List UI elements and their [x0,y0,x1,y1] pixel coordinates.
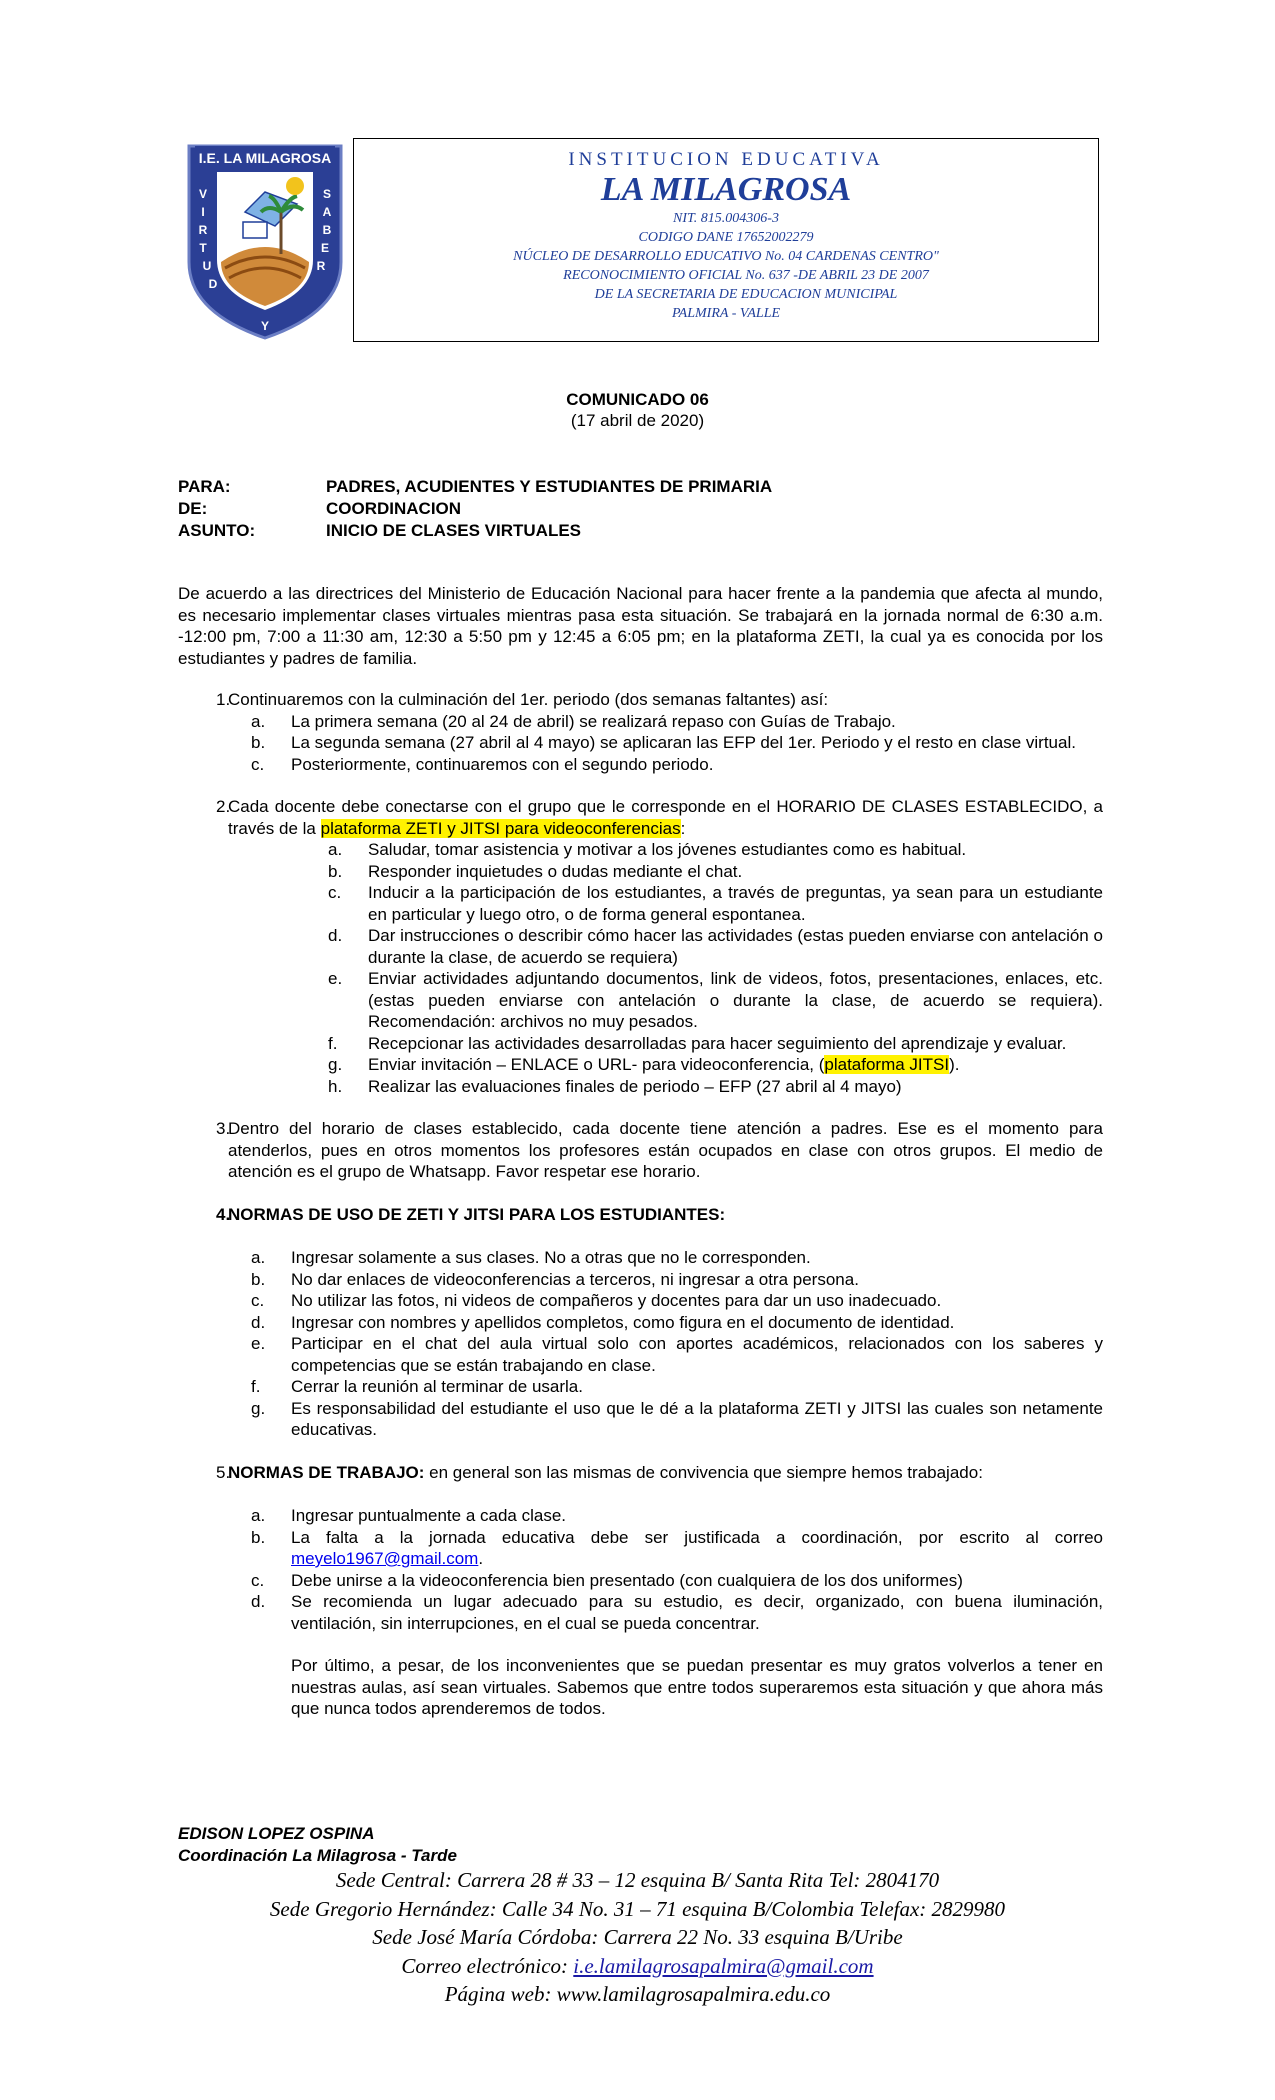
list-item-2 [178,796,1103,1097]
item-number: 1. [216,690,231,709]
signer-name: EDISON LOPEZ OSPINA [178,1824,375,1843]
sub-text: No dar enlaces de videoconferencias a terceros, ni ingresar a otra persona. [291,1269,859,1289]
header-dane-code: CODIGO DANE 17652002279 [638,230,814,245]
sub-letter: f. [251,1377,261,1396]
item-text-part: Cada docente debe conectarse con el grupo que le corresponde en el HORARIO DE CLASES ESTABLECIDO, a través de la [228,797,1103,838]
sub-letter: b. [328,861,343,881]
sub-text: Posteriormente, continuaremos con el segundo periodo. [291,754,714,774]
footer-website: Página web: www.lamilagrosapalmira.edu.co [444,1982,831,2006]
footer-sede-central: Sede Central: Carrera 28 # 33 – 12 esquina B/ Santa Rita Tel: 2804170 [335,1868,940,1892]
sub-text: Responder inquietudes o dudas mediante el chat. [368,861,743,881]
sub-letter: e. [328,969,343,988]
sub-letter: b. [251,733,266,752]
school-shield-logo [185,142,345,342]
sub-letter: d. [328,926,343,945]
sub-letter: d. [251,1592,266,1611]
item-text [228,796,1103,839]
item-text: Dentro del horario de clases establecido, cada docente tiene atención a padres. Ese es el momento para atenderlos, pues en otros momentos los profesores están ocupados en clase con otros grupos. El medio de atención es el grupo de Whatsapp. Favor respetar ese horario. [228,1119,1103,1181]
sub-text: La primera semana (20 al 24 de abril) se realizará repaso con Guías de Trabajo. [291,711,896,731]
item-heading: NORMAS DE TRABAJO: [228,1462,425,1482]
intro-paragraph: De acuerdo a las directrices del Ministerio de Educación Nacional para hacer frente a la pandemia que afecta al mundo, es necesario implementar clases virtuales mientras pasa esta situación. Se trabajará en la jornada normal de 6:30 a.m. -12:00 pm, 7:00 a 11:30 am, 12:30 a 5:50 pm y 12:45 a 6:05 pm; en la plataforma ZETI, la cual ya es conocida por los estudiantes y padres de familia. [178,584,1103,668]
document-title: COMUNICADO 06 [566,390,709,409]
highlighted-text: plataforma ZETI y JITSI para videoconferencias [320,818,681,838]
footer-email-label: Correo electrónico: [401,1953,574,1978]
header-secretaria: DE LA SECRETARIA DE EDUCACION MUNICIPAL [594,287,898,302]
svg-text:T: T [199,241,207,255]
svg-text:U: U [202,259,212,273]
footer-sede-jose-maria: Sede José María Córdoba: Carrera 22 No. 33 esquina B/Uribe [372,1925,903,1949]
svg-text:D: D [208,277,218,291]
sub-letter: a. [328,840,343,859]
svg-text:E: E [320,241,330,255]
email-link[interactable]: meyelo1967@gmail.com [291,1549,479,1568]
document-date: (17 abril de 2020) [570,411,705,430]
header-city: PALMIRA - VALLE [671,306,781,321]
svg-text:Y: Y [260,319,270,333]
sub-letter: b. [251,1269,266,1289]
sub-text: Inducir a la participación de los estudiantes, a través de preguntas, ya sean para un estudiante en particular y luego otro, o de forma general espontanea. [368,883,1103,924]
svg-text:B: B [322,223,332,237]
sub-text: Recepcionar las actividades desarrolladas para hacer seguimiento del aprendizaje y evaluar. [368,1033,1067,1053]
sub-letter: h. [328,1076,343,1096]
sub-text: Es responsabilidad del estudiante el uso que le dé a la plataforma ZETI y JITSI las cuales son netamente educativas. [291,1398,1103,1439]
institution-label: INSTITUCION EDUCATIVA [568,149,884,170]
meta-row-asunto [178,520,772,542]
sub-text: Dar instrucciones o describir cómo hacer las actividades (estas pueden enviarse con antelación o durante la clase, de acuerdo se requiera) [368,926,1103,967]
item-text-part: en general son las mismas de convivencia que siempre hemos trabajado: [424,1462,983,1482]
sub-text [291,1527,1103,1570]
item-number: 3. [216,1119,231,1138]
signer-role: Coordinación La Milagrosa - Tarde [178,1846,457,1865]
item-text-part: : [680,818,686,838]
meta-row-para [178,476,772,498]
footer-email-line [0,1952,1275,1981]
sub-letter: a. [251,1248,266,1267]
list-item-4 [178,1204,1103,1441]
sub-text: Ingresar con nombres y apellidos completos, como figura en el documento de identidad. [291,1312,955,1332]
sub-text: Cerrar la reunión al terminar de usarla. [291,1377,583,1396]
header-nucleo: NÚCLEO DE DESARROLLO EDUCATIVO No. 04 CARDENAS CENTRO" [513,249,939,264]
svg-text:R: R [316,259,326,273]
meta-value: COORDINACION [326,499,462,518]
sub-text: Saludar, tomar asistencia y motivar a los jóvenes estudiantes como es habitual. [368,840,967,859]
sub-text-part: ). [949,1055,960,1074]
page-footer [0,1866,1275,2009]
sub-text [368,1054,1103,1076]
institution-header-box [353,138,1099,342]
meta-value: PADRES, ACUDIENTES Y ESTUDIANTES DE PRIMARIA [326,477,773,496]
list-item-1 [178,689,1103,775]
sub-letter: c. [251,1291,265,1310]
svg-text:S: S [322,187,332,201]
item-number: 5. [216,1462,231,1482]
institution-name: LA MILAGROSA [600,171,852,208]
footer-sede-gregorio: Sede Gregorio Hernández: Calle 34 No. 31 – 71 esquina B/Colombia Telefax: 2829980 [269,1896,1006,1921]
sub-text: Ingresar solamente a sus clases. No a otras que no le corresponden. [291,1248,811,1267]
sub-letter: d. [251,1312,266,1332]
sub-text: Participar en el chat del aula virtual solo con aportes académicos, relacionados con los saberes y competencias que se están trabajando en clase. [291,1334,1103,1375]
svg-text:V: V [198,187,208,201]
svg-text:R: R [198,223,208,237]
sub-text: Se recomienda un lugar adecuado para su estudio, es decir, organizado, con buena iluminación, ventilación, sin interrupciones, en el cual se pueda concentrar. [291,1592,1103,1633]
header-nit: NIT. 815.004306-3 [673,211,779,226]
highlighted-text: plataforma JITSI [824,1055,950,1074]
sub-text: Realizar las evaluaciones finales de periodo – EFP (27 abril al 4 mayo) [368,1076,902,1096]
sub-text: Ingresar puntualmente a cada clase. [291,1506,567,1525]
list-item-5 [178,1462,1103,1720]
item-heading: NORMAS DE USO DE ZETI Y JITSI PARA LOS ESTUDIANTES: [228,1204,726,1224]
sub-letter: g. [251,1398,266,1418]
sub-text-part: La falta a la jornada educativa debe ser justificada a coordinación, por escrito al correo [291,1527,1103,1547]
sub-text-part: Enviar invitación – ENLACE o URL- para videoconferencia, ( [368,1055,825,1074]
sub-text-part: . [478,1549,484,1568]
meta-key: DE: [178,499,208,518]
sub-text: La segunda semana (27 abril al 4 mayo) se aplicaran las EFP del 1er. Periodo y el resto en clase virtual. [291,733,1076,752]
sub-text: Debe unirse a la videoconferencia bien presentado (con cualquiera de los dos uniformes) [291,1570,963,1590]
header-recognition: RECONOCIMIENTO OFICIAL No. 637 -DE ABRIL 23 DE 2007 [563,268,929,283]
sub-letter: a. [251,1506,266,1525]
sub-letter: c. [251,754,265,774]
sub-letter: g. [328,1055,343,1074]
meta-value: INICIO DE CLASES VIRTUALES [326,521,582,540]
item-text [228,1462,1103,1484]
meta-row-de [178,498,772,520]
meta-key: PARA: [178,477,231,496]
sub-letter: b. [251,1527,266,1547]
document-body [178,583,1103,1720]
sub-letter: a. [251,711,266,731]
sub-letter: f. [328,1033,338,1053]
sub-letter: c. [328,883,342,902]
meta-key: ASUNTO: [178,521,256,540]
list-item-3 [178,1118,1103,1183]
sub-letter: e. [251,1334,266,1353]
memo-meta [178,476,772,542]
item-number: 4. [216,1204,231,1224]
signature-block [178,1823,457,1867]
closing-paragraph: Por último, a pesar, de los inconvenientes que se puedan presentar es muy gratos volverlos a tener en nuestras aulas, así sean virtuales. Sabemos que entre todos superaremos esta situación y que ahora más que nunca todos aprenderemos de todos. [291,1656,1103,1718]
logo-title: I.E. LA MILAGROSA [198,150,332,166]
svg-text:A: A [322,205,332,219]
item-text: Continuaremos con la culminación del 1er. periodo (dos semanas faltantes) así: [228,690,829,709]
footer-email-link[interactable]: i.e.lamilagrosapalmira@gmail.com [573,1953,874,1978]
item-number: 2. [216,797,231,816]
sub-letter: c. [251,1570,265,1590]
sub-text: Enviar actividades adjuntando documentos, link de videos, fotos, presentaciones, enlaces, etc. (estas pueden enviarse con antelación o durante la clase, de acuerdo se requiera). Recomendación: archivos no muy pesados. [368,969,1103,1031]
sub-text: No utilizar las fotos, ni videos de compañeros y docentes para dar un uso inadecuado. [291,1291,942,1310]
svg-text:I: I [201,205,205,219]
